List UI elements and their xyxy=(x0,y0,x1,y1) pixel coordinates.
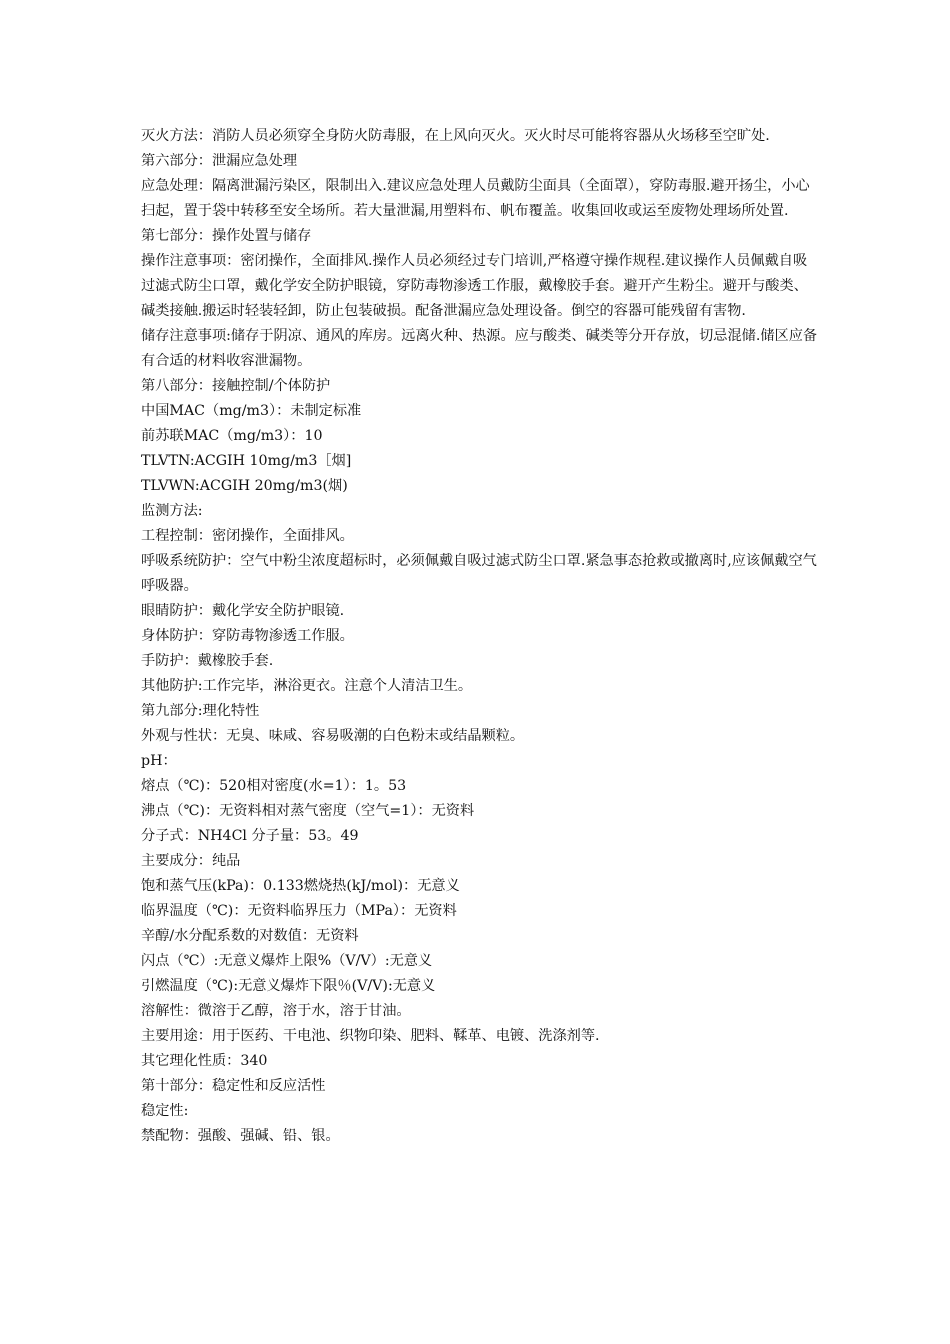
section-8-heading: 第八部分：接触控制/个体防护 xyxy=(141,378,331,394)
paragraph-handling-precautions: 操作注意事项：密闭操作，全面排风.操作人员必须经过专门培训,严格遵守操作规程.建议操作人员佩戴自吸过滤式防尘口罩，戴化学安全防护眼镜，穿防毒物渗透工作服，戴橡胶手套。避开产生粉尘。避开与酸类、碱类接触.搬运时轻装轻卸，防止包装破损。配备泄漏应急处理设备。倒空的容器可能残留有害物. xyxy=(141,253,808,319)
paragraph-respiratory-protection: 呼吸系统防护：空气中粉尘浓度超标时，必须佩戴自吸过滤式防尘口罩.紧急事态抢救或撤离时,应该佩戴空气呼吸器。 xyxy=(141,553,817,594)
line-stability: 稳定性: xyxy=(141,1103,189,1119)
line-ussr-mac: 前苏联MAC（mg/m3）：10 xyxy=(141,428,323,444)
line-tlvwn: TLVWN:ACGIH 20mg/m3(烟) xyxy=(141,478,348,494)
line-vapor-pressure: 饱和蒸气压(kPa)：0.133燃烧热(kJ/mol)：无意义 xyxy=(141,878,460,894)
line-monitoring-method: 监测方法: xyxy=(141,503,203,519)
line-solubility: 溶解性：微溶于乙醇，溶于水，溶于甘油。 xyxy=(141,1003,411,1019)
section-6-heading: 第六部分：泄漏应急处理 xyxy=(141,153,298,169)
line-incompatible-materials: 禁配物：强酸、强碱、铅、银。 xyxy=(141,1128,340,1144)
section-9-heading: 第九部分:理化特性 xyxy=(141,703,260,719)
line-hand-protection: 手防护：戴橡胶手套. xyxy=(141,653,274,669)
paragraph-storage-precautions: 储存注意事项:储存于阴凉、通风的库房。远离火种、热源。应与酸类、碱类等分开存放，切忌混储.储区应备有合适的材料收容泄漏物。 xyxy=(141,328,818,369)
section-10-heading: 第十部分：稳定性和反应活性 xyxy=(141,1078,326,1094)
line-melting-point: 熔点（℃)：520相对密度(水=1）：1。53 xyxy=(141,778,407,794)
line-eye-protection: 眼睛防护：戴化学安全防护眼镜. xyxy=(141,603,345,619)
line-ph: pH： xyxy=(141,753,177,769)
line-china-mac: 中国MAC（mg/m3）：未制定标准 xyxy=(141,403,362,419)
line-main-uses: 主要用途：用于医药、干电池、织物印染、肥料、鞣革、电镀、洗涤剂等. xyxy=(141,1028,600,1044)
line-other-protection: 其他防护:工作完毕，淋浴更衣。注意个人清洁卫生。 xyxy=(141,678,473,694)
line-boiling-point: 沸点（℃)：无资料相对蒸气密度（空气=1）：无资料 xyxy=(141,803,475,819)
line-molecular-formula: 分子式：NH4Cl 分子量：53。49 xyxy=(141,828,359,844)
line-tlvtn: TLVTN:ACGIH 10mg/m3［烟] xyxy=(141,453,352,469)
line-appearance: 外观与性状：无臭、味咸、容易吸潮的白色粉末或结晶颗粒。 xyxy=(141,728,525,744)
document-body xyxy=(141,124,821,1149)
section-7-heading: 第七部分：操作处置与储存 xyxy=(141,228,312,244)
paragraph-fire-fighting: 灭火方法：消防人员必须穿全身防火防毒服，在上风向灭火。灭火时尽可能将容器从火场移至空旷处. xyxy=(141,128,770,144)
line-ignition-temperature: 引燃温度（℃):无意义爆炸下限％(V/V):无意义 xyxy=(141,978,436,994)
line-critical-temperature: 临界温度（℃)：无资料临界压力（MPa）：无资料 xyxy=(141,903,457,919)
line-other-properties: 其它理化性质：340 xyxy=(141,1053,268,1069)
line-body-protection: 身体防护：穿防毒物渗透工作服。 xyxy=(141,628,354,644)
paragraph-emergency-handling: 应急处理：隔离泄漏污染区，限制出入.建议应急处理人员戴防尘面具（全面罩），穿防毒服.避开扬尘，小心扫起，置于袋中转移至安全场所。若大量泄漏,用塑料布、帆布覆盖。收集回收或运至废物处理场所处置. xyxy=(141,178,810,219)
line-partition-coefficient: 辛醇/水分配系数的对数值：无资料 xyxy=(141,928,359,944)
line-flash-point: 闪点（℃）:无意义爆炸上限%（V/V）:无意义 xyxy=(141,953,433,969)
line-main-component: 主要成分：纯品 xyxy=(141,853,241,869)
line-engineering-control: 工程控制：密闭操作，全面排风。 xyxy=(141,528,354,544)
